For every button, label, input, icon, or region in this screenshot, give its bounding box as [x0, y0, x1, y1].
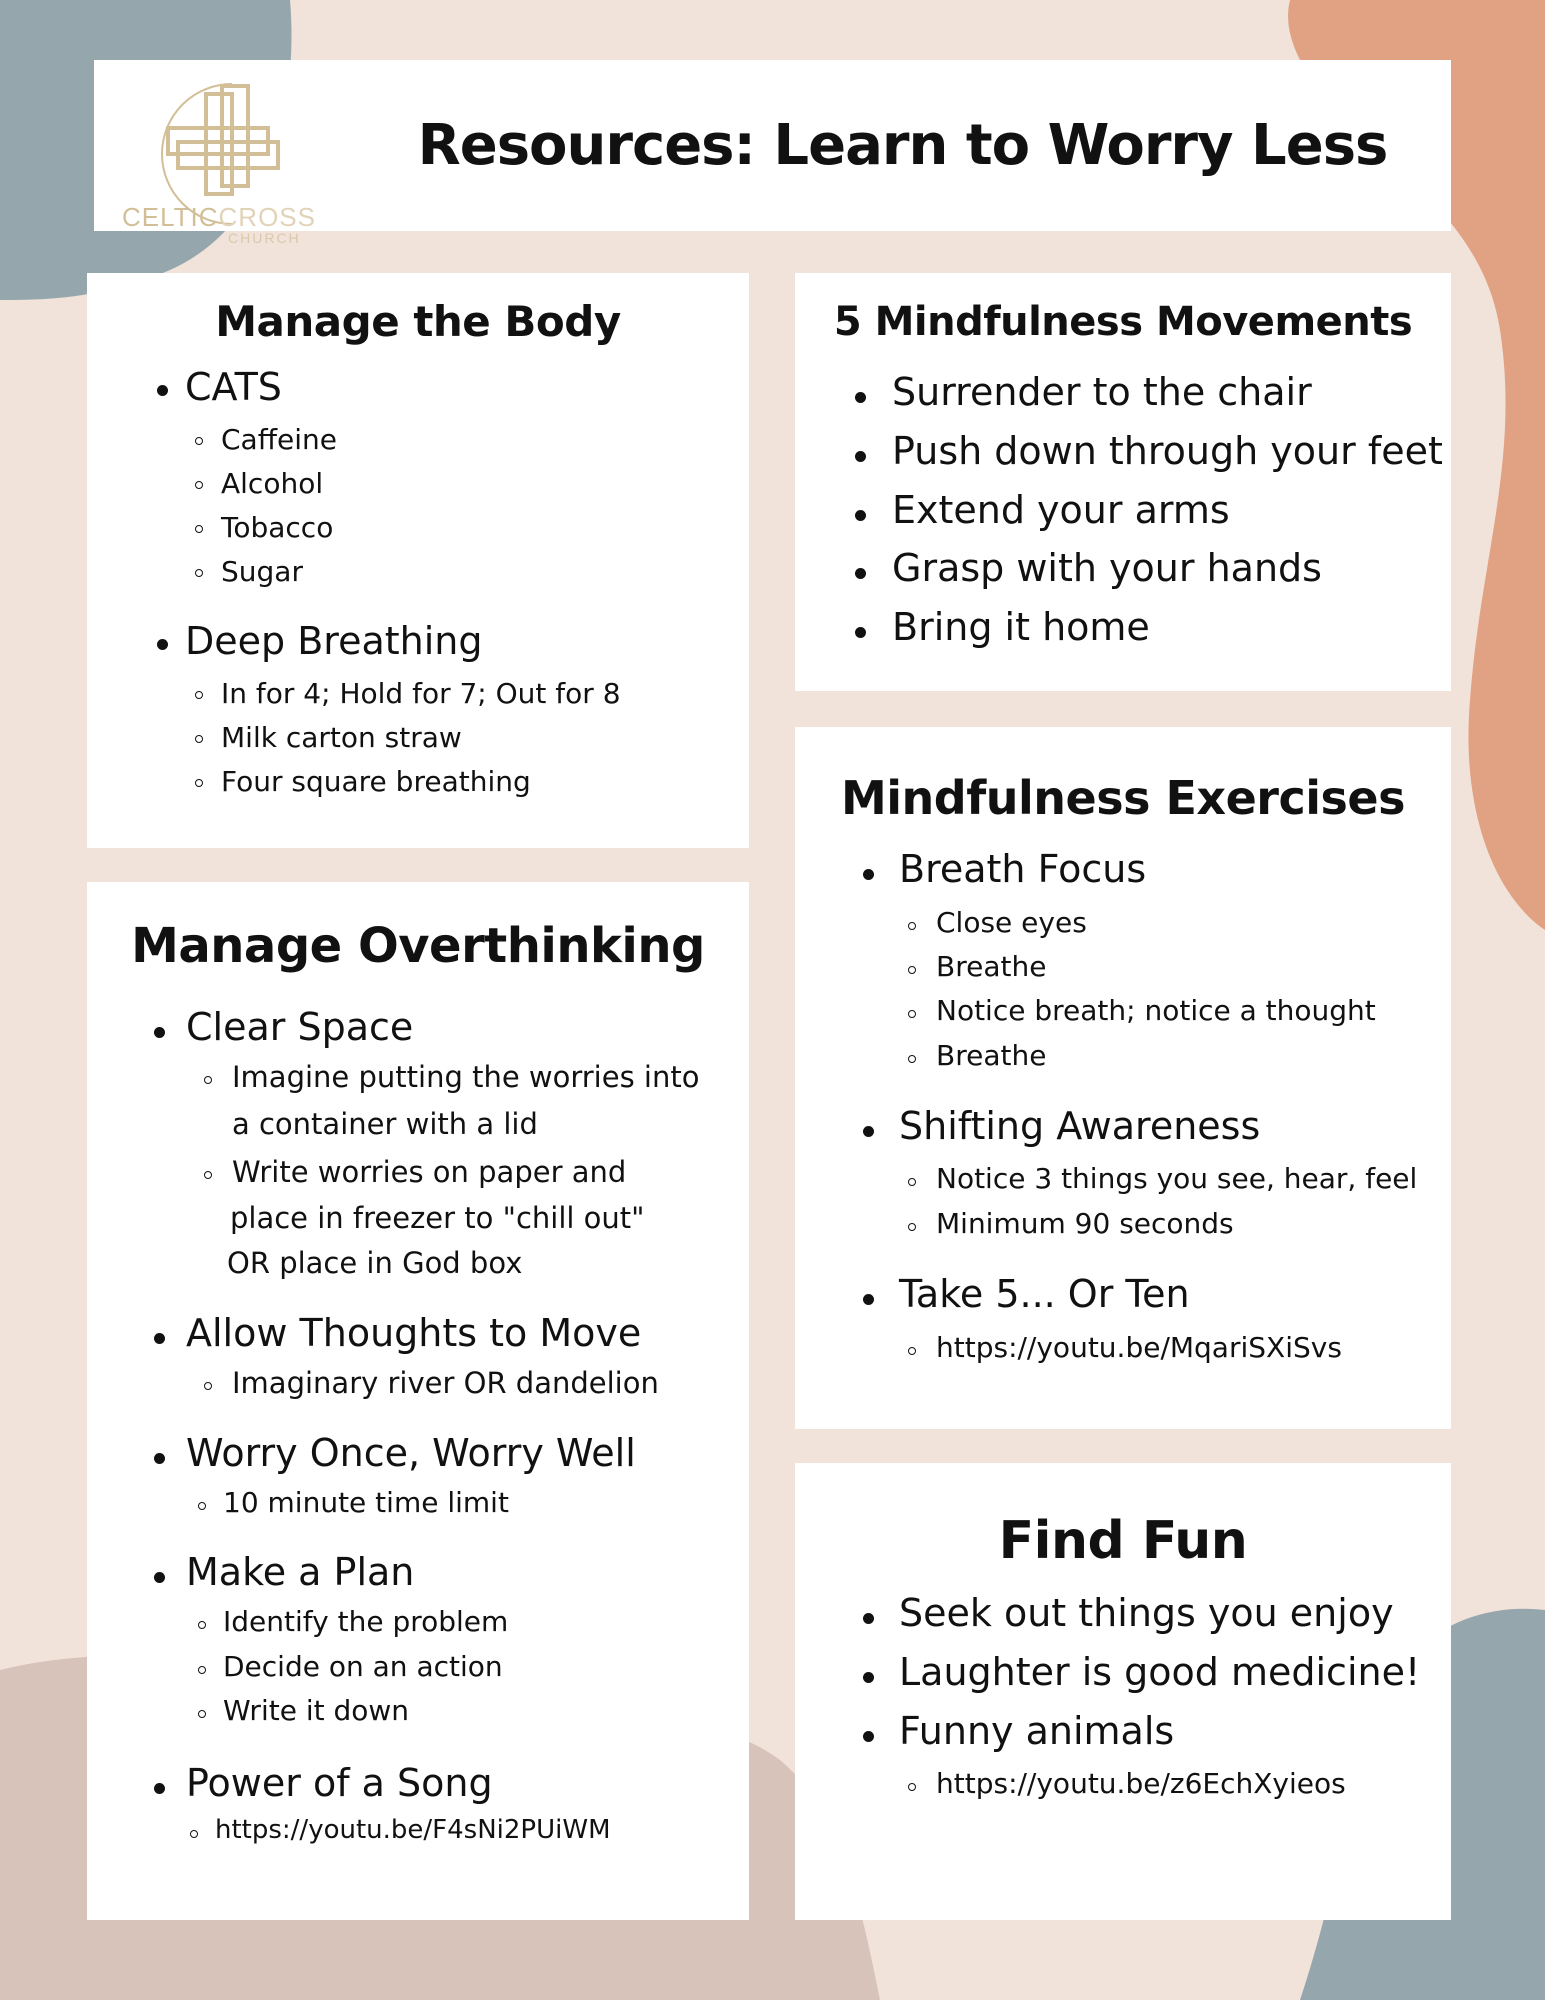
- find-fun-title: Find Fun: [998, 1511, 1248, 1571]
- item-label: Deep Breathing: [185, 619, 483, 663]
- sub-item-text: Milk carton straw: [221, 721, 462, 754]
- bullet-icon: [855, 392, 866, 403]
- mindfulness-exercises-title: Mindfulness Exercises: [841, 771, 1405, 825]
- bullet-icon: [154, 1453, 165, 1464]
- item-label: Worry Once, Worry Well: [186, 1431, 636, 1475]
- sub-item-text: Minimum 90 seconds: [936, 1207, 1234, 1240]
- circle-bullet-icon: [195, 691, 203, 699]
- circle-bullet-icon: [198, 1710, 206, 1718]
- item-label: Allow Thoughts to Move: [186, 1311, 642, 1355]
- item-label: Funny animals: [899, 1709, 1175, 1753]
- circle-bullet-icon: [195, 481, 203, 489]
- bullet-icon: [154, 1572, 165, 1583]
- sub-item-text: Imaginary river OR dandelion: [232, 1366, 659, 1400]
- sub-item-text: Sugar: [221, 555, 303, 588]
- bullet-icon: [855, 627, 866, 638]
- item-label: Clear Space: [186, 1005, 414, 1049]
- item-label: Extend your arms: [892, 488, 1230, 532]
- sub-item-text: Breathe: [936, 950, 1047, 983]
- bullet-icon: [863, 869, 874, 880]
- circle-bullet-icon: [198, 1666, 206, 1674]
- sub-item-text: 10 minute time limit: [223, 1486, 509, 1519]
- logo-subtitle: CHURCH: [228, 230, 301, 246]
- manage-overthinking-title: Manage Overthinking: [131, 918, 705, 974]
- bullet-icon: [855, 568, 866, 579]
- circle-bullet-icon: [908, 1178, 916, 1186]
- circle-bullet-icon: [908, 1010, 916, 1018]
- item-label: Push down through your feet: [892, 429, 1443, 473]
- find-fun-card: [795, 1463, 1451, 1920]
- bullet-icon: [863, 1672, 874, 1683]
- page-title: Resources: Learn to Worry Less: [417, 113, 1388, 178]
- header-card: [94, 60, 1451, 246]
- manage-body-title: Manage the Body: [215, 297, 621, 346]
- circle-bullet-icon: [204, 1171, 212, 1179]
- circle-bullet-icon: [195, 569, 203, 577]
- circle-bullet-icon: [190, 1830, 198, 1838]
- bullet-icon: [157, 385, 168, 396]
- link-text[interactable]: https://youtu.be/MqariSXiSvs: [936, 1331, 1342, 1364]
- sub-item-text: a container with a lid: [232, 1107, 538, 1141]
- item-label: Surrender to the chair: [892, 370, 1312, 414]
- circle-bullet-icon: [908, 966, 916, 974]
- mindfulness-exercises-card: [795, 727, 1451, 1429]
- sub-item-text: Breathe: [936, 1039, 1047, 1072]
- item-label: Grasp with your hands: [892, 546, 1322, 590]
- circle-bullet-icon: [195, 525, 203, 533]
- sub-item-text: Write it down: [223, 1694, 410, 1727]
- logo-wordmark: CELTICCROSS: [122, 202, 316, 232]
- bullet-icon: [863, 1731, 874, 1742]
- circle-bullet-icon: [198, 1502, 206, 1510]
- sub-item-text: OR place in God box: [227, 1246, 523, 1280]
- bullet-icon: [855, 510, 866, 521]
- sub-item-text: Imagine putting the worries into: [232, 1060, 700, 1094]
- sub-item-text: Close eyes: [936, 906, 1087, 939]
- mindfulness-movements-card: [795, 273, 1451, 691]
- item-label: CATS: [185, 365, 282, 409]
- circle-bullet-icon: [908, 922, 916, 930]
- bullet-icon: [863, 1613, 874, 1624]
- circle-bullet-icon: [195, 735, 203, 743]
- circle-bullet-icon: [908, 1223, 916, 1231]
- bullet-icon: [154, 1783, 165, 1794]
- sub-item-text: Tobacco: [221, 511, 334, 544]
- item-label: Take 5... Or Ten: [899, 1272, 1190, 1316]
- circle-bullet-icon: [908, 1055, 916, 1063]
- item-label: Make a Plan: [186, 1550, 415, 1594]
- sub-item-text: Decide on an action: [223, 1650, 503, 1683]
- sub-item-text: Caffeine: [221, 423, 337, 456]
- sub-item-text: place in freezer to "chill out": [230, 1201, 645, 1235]
- link-text[interactable]: https://youtu.be/z6EchXyieos: [936, 1767, 1346, 1800]
- sub-item-text: Four square breathing: [221, 765, 531, 798]
- circle-bullet-icon: [204, 1076, 212, 1084]
- bullet-icon: [154, 1333, 165, 1344]
- circle-bullet-icon: [195, 779, 203, 787]
- manage-overthinking-card: [87, 882, 749, 1920]
- circle-bullet-icon: [195, 437, 203, 445]
- sub-item-text: Notice breath; notice a thought: [936, 994, 1376, 1027]
- bullet-icon: [855, 451, 866, 462]
- bullet-icon: [863, 1126, 874, 1137]
- circle-bullet-icon: [204, 1382, 212, 1390]
- bullet-icon: [154, 1027, 165, 1038]
- circle-bullet-icon: [198, 1621, 206, 1629]
- sub-item-text: Notice 3 things you see, hear, feel: [936, 1162, 1418, 1195]
- sub-item-text: In for 4; Hold for 7; Out for 8: [221, 677, 621, 710]
- manage-body-card: [87, 273, 749, 848]
- link-text[interactable]: https://youtu.be/F4sNi2PUiWM: [215, 1815, 611, 1845]
- item-label: Laughter is good medicine!: [899, 1650, 1421, 1694]
- bullet-icon: [863, 1294, 874, 1305]
- mindfulness-movements-title: 5 Mindfulness Movements: [833, 299, 1413, 345]
- sub-item-text: Write worries on paper and: [232, 1155, 627, 1189]
- item-label: Breath Focus: [899, 847, 1147, 891]
- item-label: Power of a Song: [186, 1761, 493, 1805]
- item-label: Bring it home: [892, 605, 1150, 649]
- bullet-icon: [157, 639, 168, 650]
- item-label: Seek out things you enjoy: [899, 1591, 1394, 1635]
- circle-bullet-icon: [908, 1783, 916, 1791]
- sub-item-text: Identify the problem: [223, 1605, 509, 1638]
- circle-bullet-icon: [908, 1347, 916, 1355]
- sub-item-text: Alcohol: [221, 467, 324, 500]
- item-label: Shifting Awareness: [899, 1104, 1261, 1148]
